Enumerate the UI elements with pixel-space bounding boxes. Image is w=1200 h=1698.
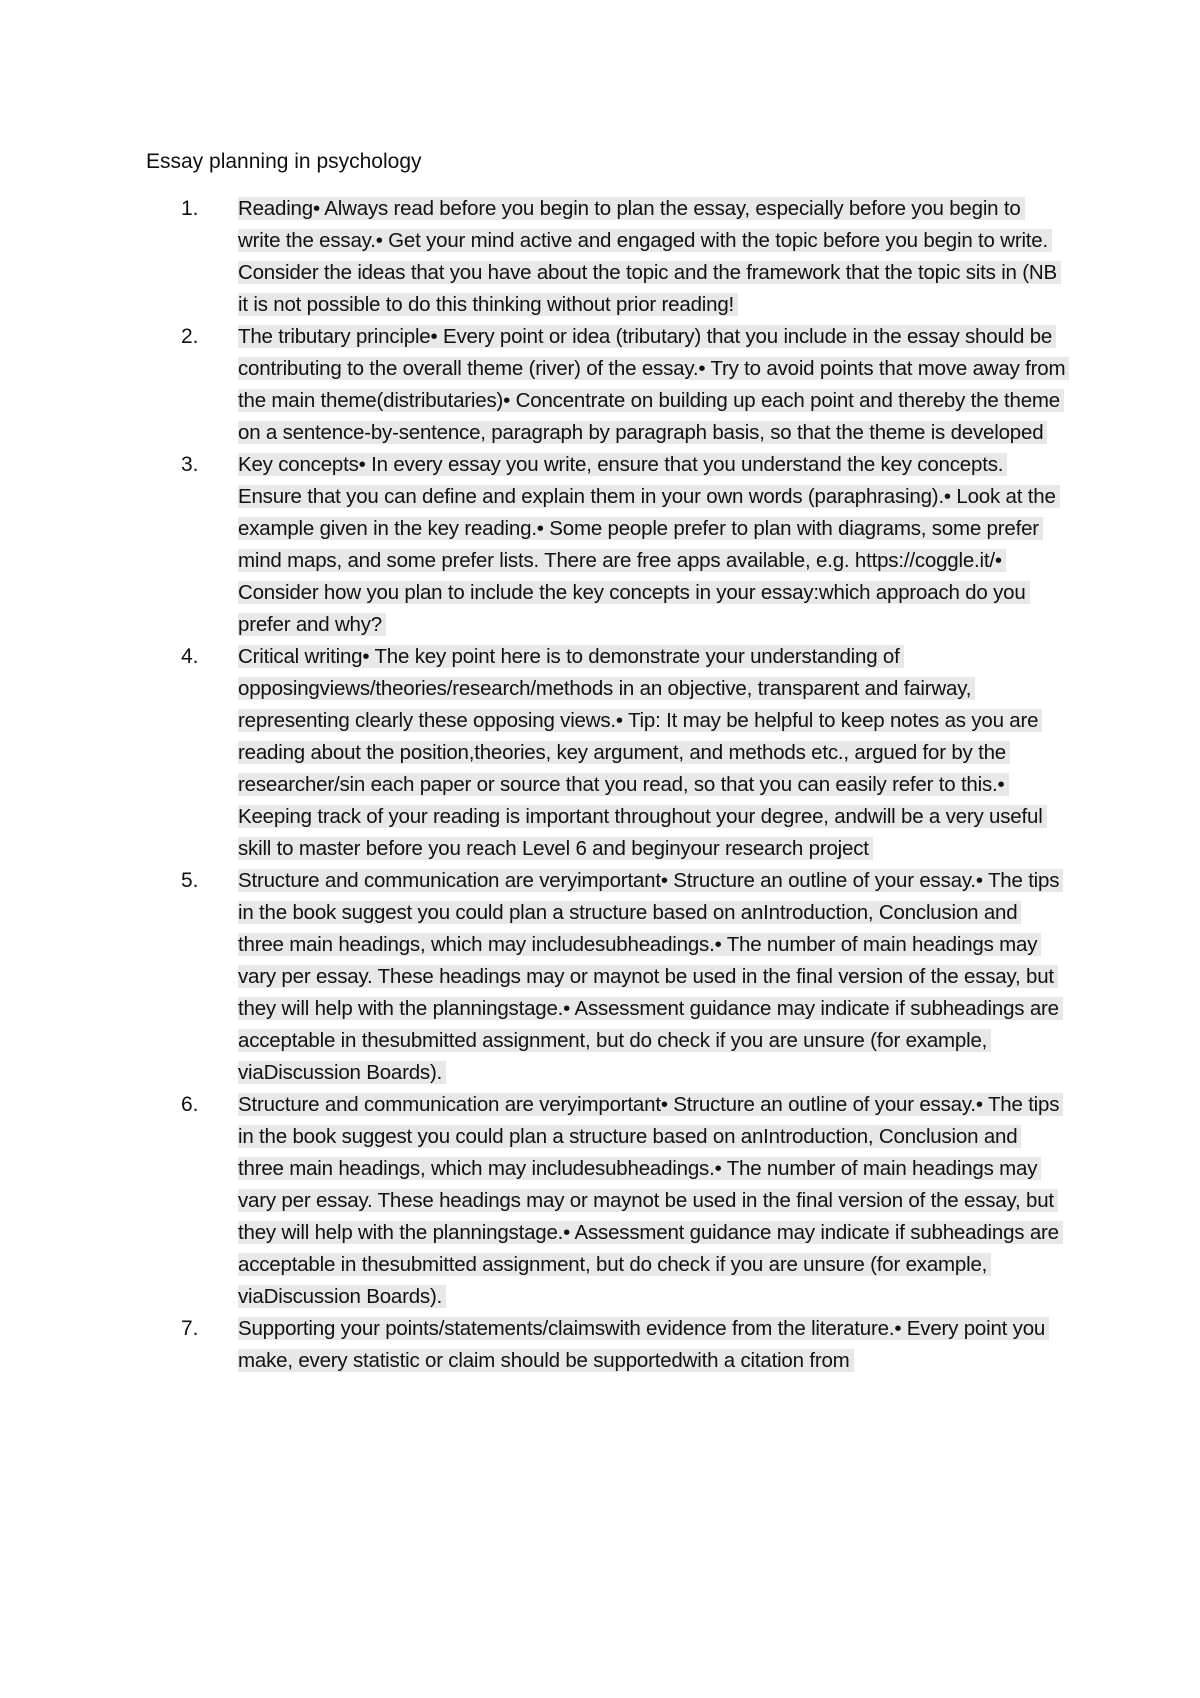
list-item-number: 6.: [181, 1093, 199, 1116]
list-item-number: 3.: [181, 453, 199, 476]
list-item-number: 5.: [181, 869, 199, 892]
list-item-text: Critical writing• The key point here is to demonstrate your understanding of opposingviews/theories/research/methods in an objective, transparent and fairway, representing clearly these opposing views.• Tip: It may be helpful to keep notes as you are reading about the position,theories, key argument, and methods etc., argued for by the researcher/sin each paper or source that you read, so that you can easily refer to this.• Keeping track of your reading is important throughout your degree, andwill be a very useful skill to master before you reach Level 6 and beginyour research project: [238, 645, 1047, 860]
list-item-number: 7.: [181, 1317, 199, 1340]
list-item: [0, 193, 1200, 321]
list-item-text: Structure and communication are veryimportant• Structure an outline of your essay.• The tips in the book suggest you could plan a structure based on anIntroduction, Conclusion and three main headings, which may includesubheadings.• The number of main headings may vary per essay. These headings may or maynot be used in the final version of the essay, but they will help with the planningstage.• Assessment guidance may indicate if subheadings are acceptable in thesubmitted assignment, but do check if you are unsure (for example, viaDiscussion Boards).: [238, 1093, 1063, 1308]
list-item-text: Reading• Always read before you begin to plan the essay, especially before you begin to write the essay.• Get your mind active and engaged with the topic before you begin to write. Consider the ideas that you have about the topic and the framework that the topic sits in (NB it is not possible to do this thinking without prior reading!: [238, 197, 1061, 316]
numbered-list: [0, 193, 1200, 1377]
list-item: [0, 1089, 1200, 1313]
list-item-text: Supporting your points/statements/claimswith evidence from the literature.• Every point you make, every statistic or claim should be supportedwith a citation from: [238, 1317, 1049, 1372]
document-title: Essay planning in psychology: [146, 150, 422, 173]
list-item-text: Key concepts• In every essay you write, ensure that you understand the key concepts. Ensure that you can define and explain them in your own words (paraphrasing).• Look at the example given in the key reading.• Some people prefer to plan with diagrams, some prefer mind maps, and some prefer lists. There are free apps available, e.g. https://coggle.it/• Consider how you plan to include the key concepts in your essay:which approach do you prefer and why?: [238, 453, 1060, 636]
list-item-number: 4.: [181, 645, 199, 668]
list-item-number: 2.: [181, 325, 199, 348]
list-item-text: The tributary principle• Every point or idea (tributary) that you include in the essay should be contributing to the overall theme (river) of the essay.• Try to avoid points that move away from the main theme(distributaries)• Concentrate on building up each point and thereby the theme on a sentence-by-sentence, paragraph by paragraph basis, so that the theme is developed: [238, 325, 1069, 444]
list-item: [0, 865, 1200, 1089]
list-item: [0, 321, 1200, 449]
list-item-number: 1.: [181, 197, 199, 220]
list-item: [0, 1313, 1200, 1377]
list-item: [0, 641, 1200, 865]
list-item: [0, 449, 1200, 641]
list-item-text: Structure and communication are veryimportant• Structure an outline of your essay.• The tips in the book suggest you could plan a structure based on anIntroduction, Conclusion and three main headings, which may includesubheadings.• The number of main headings may vary per essay. These headings may or maynot be used in the final version of the essay, but they will help with the planningstage.• Assessment guidance may indicate if subheadings are acceptable in thesubmitted assignment, but do check if you are unsure (for example, viaDiscussion Boards).: [238, 869, 1063, 1084]
